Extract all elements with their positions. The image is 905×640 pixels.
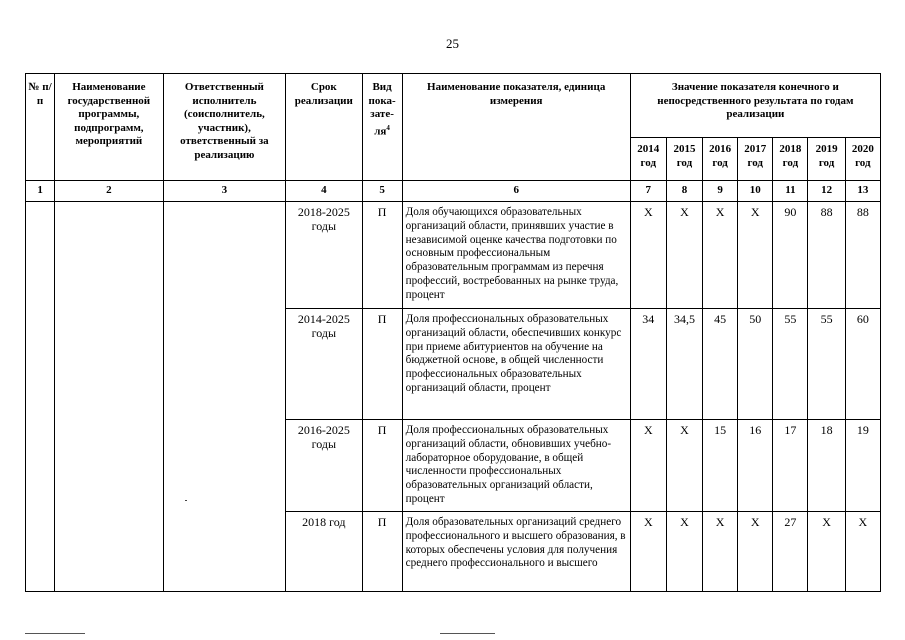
row-indicator-name: Доля профессиональных образовательных организаций области, обеспечивших конкурс при приеме абитуриентов на обучение на бюджетной основе, в общей численности профессиональных образовательных организаций области, процент [402, 309, 630, 420]
row-value: 18 [808, 420, 845, 512]
header-year: 2016 год [703, 138, 738, 181]
row-type: П [362, 202, 402, 309]
header-indicator-type-footnote: 4 [386, 123, 390, 132]
row-indicator-name: Доля образовательных организаций среднего профессионального и высшего образования, в которых обеспечены условия для получения среднего профессионального и высшего [402, 512, 630, 592]
header-year: 2019 год [808, 138, 845, 181]
page-number: 25 [446, 36, 459, 51]
merged-responsible-cell [163, 202, 286, 592]
row-value: 34 [630, 309, 666, 420]
table-row [26, 202, 881, 309]
row-value: Х [703, 512, 738, 592]
column-number: 8 [666, 181, 702, 202]
scan-speck [185, 500, 187, 501]
header-term: Срок реализации [286, 74, 362, 181]
merged-program-cell [55, 202, 163, 592]
row-value: 16 [738, 420, 773, 512]
scan-edge-line [440, 633, 495, 634]
row-value: 55 [808, 309, 845, 420]
column-number: 4 [286, 181, 362, 202]
row-term: 2018-2025 годы [286, 202, 362, 309]
row-value: Х [738, 512, 773, 592]
header-year: 2018 год [773, 138, 808, 181]
row-term: 2014-2025 годы [286, 309, 362, 420]
column-number: 2 [55, 181, 163, 202]
column-number: 13 [845, 181, 880, 202]
column-number: 5 [362, 181, 402, 202]
row-value: Х [845, 512, 880, 592]
row-type: П [362, 420, 402, 512]
row-value: Х [666, 202, 702, 309]
header-indicator-name: Наименование показателя, единица измерения [402, 74, 630, 181]
row-value: Х [666, 420, 702, 512]
indicators-table [25, 73, 881, 592]
row-indicator-name: Доля профессиональных образовательных организаций области, обновивших учебно-лабораторное оборудование, в общей численности профессиональных образовательных организаций области, процент [402, 420, 630, 512]
header-responsible: Ответственный исполнитель (соисполнитель, участник), ответственный за реализацию [163, 74, 286, 181]
row-value: Х [630, 420, 666, 512]
header-values: Значение показателя конечного и непосредственного результата по годам реализации [630, 74, 880, 138]
row-value: Х [630, 202, 666, 309]
row-value: Х [703, 202, 738, 309]
header-indicator-type [362, 74, 402, 181]
row-value: 34,5 [666, 309, 702, 420]
row-value: Х [630, 512, 666, 592]
row-value: 15 [703, 420, 738, 512]
header-program-name: Наименование государственной программы, подпрограмм, мероприятий [55, 74, 163, 181]
header-year: 2015 год [666, 138, 702, 181]
header-indicator-type-text: Вид пока-зате-ля [368, 81, 396, 138]
row-value: Х [666, 512, 702, 592]
row-value: 45 [703, 309, 738, 420]
row-value: 55 [773, 309, 808, 420]
row-value: 88 [808, 202, 845, 309]
row-value: 50 [738, 309, 773, 420]
column-number: 11 [773, 181, 808, 202]
header-year: 2020 год [845, 138, 880, 181]
column-number: 6 [402, 181, 630, 202]
row-value: 90 [773, 202, 808, 309]
row-value: Х [738, 202, 773, 309]
row-value: Х [808, 512, 845, 592]
row-type: П [362, 309, 402, 420]
merged-num-cell [26, 202, 55, 592]
column-number: 12 [808, 181, 845, 202]
column-number: 10 [738, 181, 773, 202]
header-num: № п/п [26, 74, 55, 181]
row-value: 27 [773, 512, 808, 592]
scan-edge-line [25, 633, 85, 634]
column-number: 1 [26, 181, 55, 202]
row-term: 2016-2025 годы [286, 420, 362, 512]
column-numbers-row [26, 181, 881, 202]
header-year: 2014 год [630, 138, 666, 181]
row-term: 2018 год [286, 512, 362, 592]
row-type: П [362, 512, 402, 592]
row-value: 17 [773, 420, 808, 512]
row-value: 88 [845, 202, 880, 309]
column-number: 9 [703, 181, 738, 202]
row-value: 60 [845, 309, 880, 420]
column-number: 3 [163, 181, 286, 202]
column-number: 7 [630, 181, 666, 202]
header-year: 2017 год [738, 138, 773, 181]
row-indicator-name: Доля обучающихся образовательных организаций области, принявших участие в независимой оценке качества подготовки по основным профессиональным образовательным программам из перечня профессий, востребованных на рынке труда, процент [402, 202, 630, 309]
row-value: 19 [845, 420, 880, 512]
